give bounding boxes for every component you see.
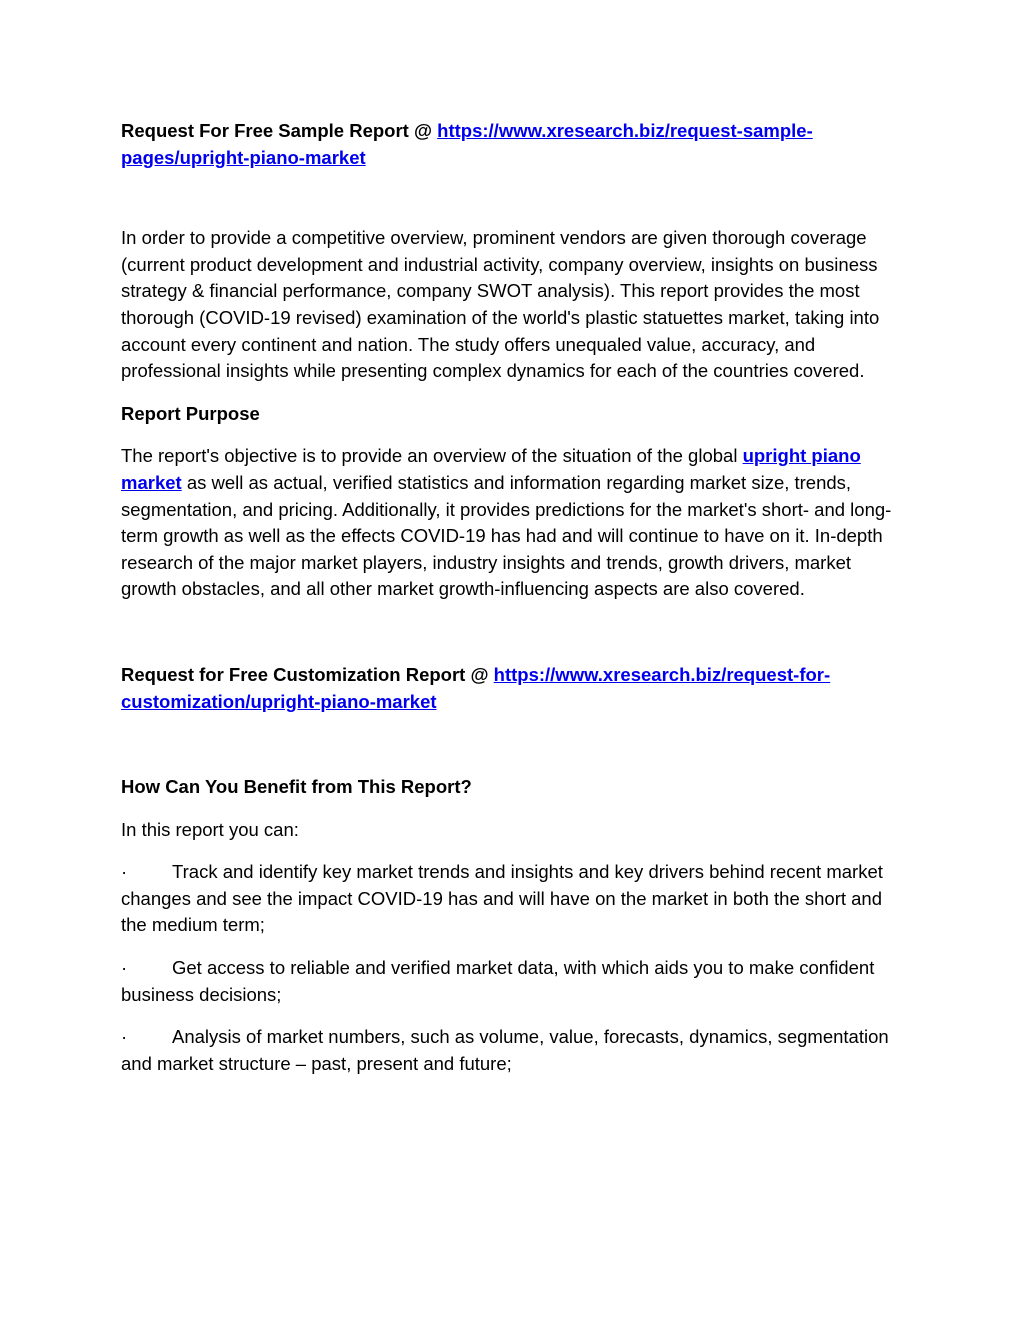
list-item-text: Get access to reliable and verified market data, with which aids you to make confident business decisions; [121, 957, 875, 1005]
benefit-heading: How Can You Benefit from This Report? [121, 776, 472, 798]
document-page [121, 118, 911, 1077]
customization-request-label: Request for Free Customization Report @ [121, 663, 494, 685]
customization-request-line [121, 662, 911, 715]
purpose-text-before: The report's objective is to provide an overview of the situation of the global [121, 445, 743, 467]
upright-piano-market-link[interactable]: upright piano market [121, 445, 861, 493]
sample-request-label: Request For Free Sample Report @ [121, 120, 438, 141]
list-item [121, 1024, 911, 1077]
report-purpose-heading: Report Purpose [121, 402, 260, 424]
report-purpose-paragraph [121, 443, 911, 603]
bullet-mark: · [121, 861, 128, 883]
list-item [121, 955, 911, 1008]
sample-request-line [121, 118, 911, 171]
customization-request-link[interactable]: https://www.xresearch.biz/request-for-customization/upright-piano-market [121, 663, 831, 712]
list-item-text: Track and identify key market trends and insights and key drivers behind recent market changes and see the impact COVID-19 has and will have on the market in both the short and the medium term; [121, 861, 883, 936]
list-item-text: Analysis of market numbers, such as volume, value, forecasts, dynamics, segmentation and market structure – past, present and future; [121, 1026, 889, 1074]
bullet-mark: · [121, 1026, 128, 1048]
purpose-text-after: as well as actual, verified statistics and information regarding market size, trends, segmentation, and pricing. Additionally, it provides predictions for the market's short- and long-term growth as well as the effects COVID-19 has had and will continue to have on it. In-depth research of the major market players, industry insights and trends, growth drivers, market growth obstacles, and all other market growth-influencing aspects are also covered. [121, 471, 892, 600]
intro-paragraph: In order to provide a competitive overview, prominent vendors are given thorough coverage (current product development and industrial activity, company overview, insights on business strategy & financial performance, company SWOT analysis). This report provides the most thorough (COVID-19 revised) examination of the world's plastic statuettes market, taking into account every continent and nation. The study offers unequaled value, accuracy, and professional insights while presenting complex dynamics for each of the countries covered. [121, 227, 880, 382]
benefit-intro: In this report you can: [121, 818, 299, 840]
bullet-mark: · [121, 957, 128, 979]
sample-request-link[interactable]: https://www.xresearch.biz/request-sample-pages/upright-piano-market [121, 120, 813, 168]
list-item [121, 859, 911, 939]
